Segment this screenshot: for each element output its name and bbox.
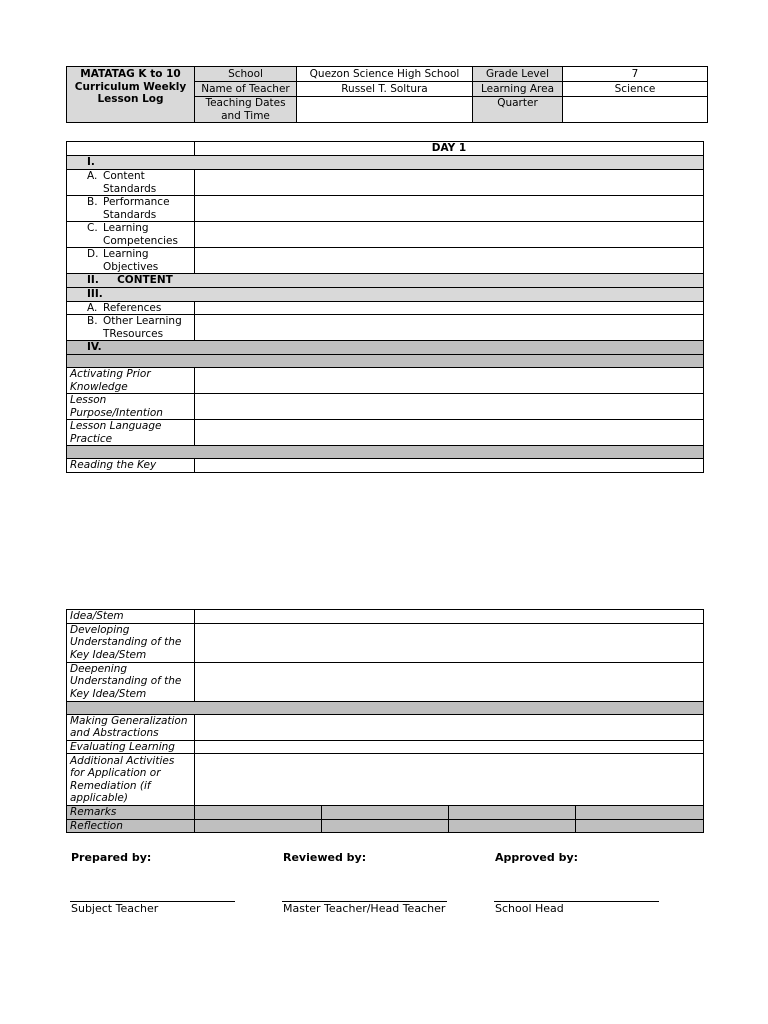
- reflection-cell[interactable]: [576, 819, 704, 833]
- learning-area-value[interactable]: Science: [563, 82, 708, 97]
- learning-competencies-cell[interactable]: [195, 222, 704, 248]
- learning-area-label: Learning Area: [473, 82, 563, 97]
- making-generalization-cell[interactable]: [195, 714, 704, 740]
- lesson-log-table-continued: [66, 609, 704, 833]
- quarter-label: Quarter: [473, 97, 563, 123]
- idea-stem-cell[interactable]: [195, 610, 704, 624]
- learning-competencies-label: C. Learning Competencies: [67, 222, 195, 248]
- teacher-label: Name of Teacher: [195, 82, 297, 97]
- section-ii-heading: II. CONTENT: [67, 274, 704, 288]
- reflection-cell[interactable]: [322, 819, 449, 833]
- section-i-heading: I.: [67, 156, 704, 170]
- day-header: DAY 1: [195, 142, 704, 156]
- approved-by-label: Approved by:: [495, 851, 579, 864]
- content-standards-label: A. Content Standards: [67, 170, 195, 196]
- section-iv-heading: IV.: [67, 341, 704, 355]
- prepared-by-label: Prepared by:: [71, 851, 152, 864]
- lesson-log-table: [66, 141, 704, 473]
- evaluating-learning-cell[interactable]: [195, 740, 704, 754]
- shaded-spacer-row: [67, 355, 704, 368]
- reading-key-label: Reading the Key: [67, 459, 195, 473]
- evaluating-learning-label: Evaluating Learning: [67, 740, 195, 754]
- lesson-purpose-label: Lesson Purpose/Intention: [67, 394, 195, 420]
- reflection-cell[interactable]: [195, 819, 322, 833]
- references-cell[interactable]: [195, 301, 704, 315]
- activating-prior-knowledge-cell[interactable]: [195, 368, 704, 394]
- developing-understanding-cell[interactable]: [195, 623, 704, 662]
- performance-standards-cell[interactable]: [195, 196, 704, 222]
- grade-level-label: Grade Level: [473, 67, 563, 82]
- shaded-spacer-row: [67, 701, 704, 714]
- lesson-language-cell[interactable]: [195, 420, 704, 446]
- developing-understanding-label: Developing Understanding of the Key Idea/Stem: [67, 623, 195, 662]
- quarter-value[interactable]: [563, 97, 708, 123]
- approved-role: School Head: [495, 902, 564, 915]
- deepening-understanding-label: Deepening Understanding of the Key Idea/Stem: [67, 662, 195, 701]
- lesson-language-label: Lesson Language Practice: [67, 420, 195, 446]
- deepening-understanding-cell[interactable]: [195, 662, 704, 701]
- making-generalization-label: Making Generalization and Abstractions: [67, 714, 195, 740]
- school-label: School: [195, 67, 297, 82]
- reviewed-by-label: Reviewed by:: [283, 851, 367, 864]
- activating-prior-knowledge-label: Activating Prior Knowledge: [67, 368, 195, 394]
- references-label: A. References: [67, 301, 195, 315]
- additional-activities-label: Additional Activities for Application or Remediation (if applicable): [67, 754, 195, 806]
- performance-standards-label: B. Performance Standards: [67, 196, 195, 222]
- section-iii-heading: III.: [67, 288, 704, 302]
- remarks-label: Remarks: [67, 806, 195, 820]
- remarks-cell[interactable]: [322, 806, 449, 820]
- teaching-dates-value[interactable]: [297, 97, 473, 123]
- other-resources-label: B. Other Learning TResources: [67, 315, 195, 341]
- row-label-blank: [67, 142, 195, 156]
- content-standards-cell[interactable]: [195, 170, 704, 196]
- school-value[interactable]: Quezon Science High School: [297, 67, 473, 82]
- reflection-label: Reflection: [67, 819, 195, 833]
- reflection-cell[interactable]: [449, 819, 576, 833]
- lesson-purpose-cell[interactable]: [195, 394, 704, 420]
- remarks-cell[interactable]: [576, 806, 704, 820]
- other-resources-cell[interactable]: [195, 315, 704, 341]
- shaded-spacer-row: [67, 446, 704, 459]
- teacher-value[interactable]: Russel T. Soltura: [297, 82, 473, 97]
- learning-objectives-label: D. Learning Objectives: [67, 248, 195, 274]
- lesson-log-title: MATATAG K to 10 Curriculum Weekly Lesson Log: [67, 67, 195, 123]
- additional-activities-cell[interactable]: [195, 754, 704, 806]
- reading-key-cell[interactable]: [195, 459, 704, 473]
- learning-objectives-cell[interactable]: [195, 248, 704, 274]
- idea-stem-label: Idea/Stem: [67, 610, 195, 624]
- teaching-dates-label: Teaching Dates and Time: [195, 97, 297, 123]
- reviewed-role: Master Teacher/Head Teacher: [283, 902, 446, 915]
- grade-level-value[interactable]: 7: [563, 67, 708, 82]
- remarks-cell[interactable]: [195, 806, 322, 820]
- header-table: [66, 66, 708, 123]
- remarks-cell[interactable]: [449, 806, 576, 820]
- prepared-role: Subject Teacher: [71, 902, 159, 915]
